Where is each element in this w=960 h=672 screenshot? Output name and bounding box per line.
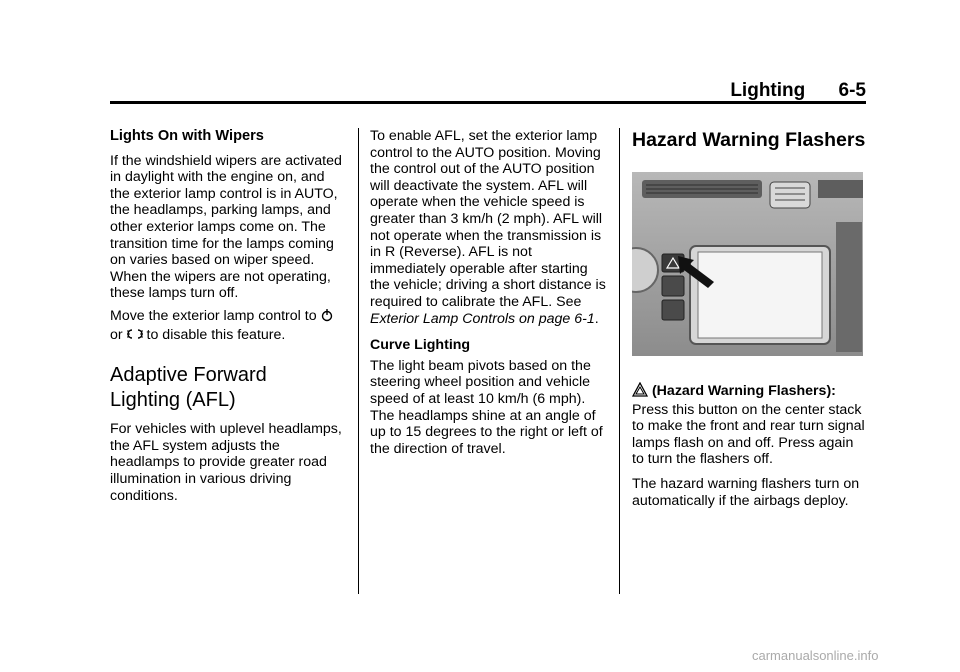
footer-watermark: carmanualsonline.info [752, 648, 879, 663]
heading-afl [110, 363, 348, 413]
column-divider-1 [358, 128, 359, 594]
paragraph-enable-afl [370, 128, 610, 327]
move-text-c: to disable this feature. [146, 326, 286, 343]
column-middle [370, 128, 610, 463]
lamp-off-icon [321, 308, 333, 327]
paragraph-move-control [110, 308, 348, 345]
column-left [110, 128, 348, 510]
heading-hazard: Hazard Warning Flashers [632, 129, 866, 151]
heading-afl-line2: Lighting (AFL) [110, 389, 236, 412]
page-number: 6-5 [838, 80, 866, 101]
move-text-a: Move the exterior lamp control to [110, 307, 317, 324]
hazard-label: (Hazard Warning Flashers): [651, 383, 836, 399]
paragraph-curve: The light beam pivots based on the steering wheel position and vehicle speed of at least 10 km/h (6 mph). The headlamps shine at an angle of up to 15 degrees to the right or left of the direction of travel. [370, 357, 603, 457]
header-text [730, 80, 866, 102]
paragraph-airbags: The hazard warning flashers turn on automatically if the airbags deploy. [632, 475, 860, 509]
center-stack-figure [632, 172, 863, 356]
paragraph-hazard [632, 382, 868, 468]
paragraph-wipers: If the windshield wipers are activated in daylight with the engine on, and the exterior lamp control is in AUTO, the headlamps, parking lamps, and other exterior lamps come on. The transition time for the lamps coming on varies based on wiper speed. When the wipers are not operating, these lamps turn off. [110, 152, 342, 302]
parking-lamps-icon [127, 327, 143, 346]
column-divider-2 [619, 128, 620, 594]
heading-afl-line1: Adaptive Forward [110, 364, 267, 387]
header-rule [110, 101, 866, 104]
hazard-text: Press this button on the center stack to make the front and rear turn signal lamps flash on and off. Press again to turn the flashers off. [632, 401, 865, 468]
column-right [632, 128, 868, 515]
hazard-triangle-icon [632, 382, 648, 402]
section-title: Lighting [730, 80, 806, 101]
center-stack-illustration [632, 172, 863, 356]
paragraph-afl: For vehicles with uplevel headlamps, the AFL system adjusts the headlamps to provide greater road illumination in various driving conditions. [110, 421, 342, 504]
heading-curve-lighting: Curve Lighting [370, 337, 471, 354]
heading-lights-on-wipers: Lights On with Wipers [110, 128, 264, 144]
move-text-b: or [110, 326, 123, 343]
cross-reference-link[interactable]: Exterior Lamp Controls on page 6-1 [370, 310, 595, 327]
enable-text: To enable AFL, set the exterior lamp control to the AUTO position. Moving the control out of the AUTO position will deactivate the system. AFL will operate when the vehicle speed is greater than 3 km/h (2 mph). AFL will not operate when the transmission is in R (Reverse). AFL is not immediately operable after starting the vehicle; driving a short distance is required to calibrate the AFL. See [370, 128, 606, 310]
enable-end: . [594, 310, 599, 327]
